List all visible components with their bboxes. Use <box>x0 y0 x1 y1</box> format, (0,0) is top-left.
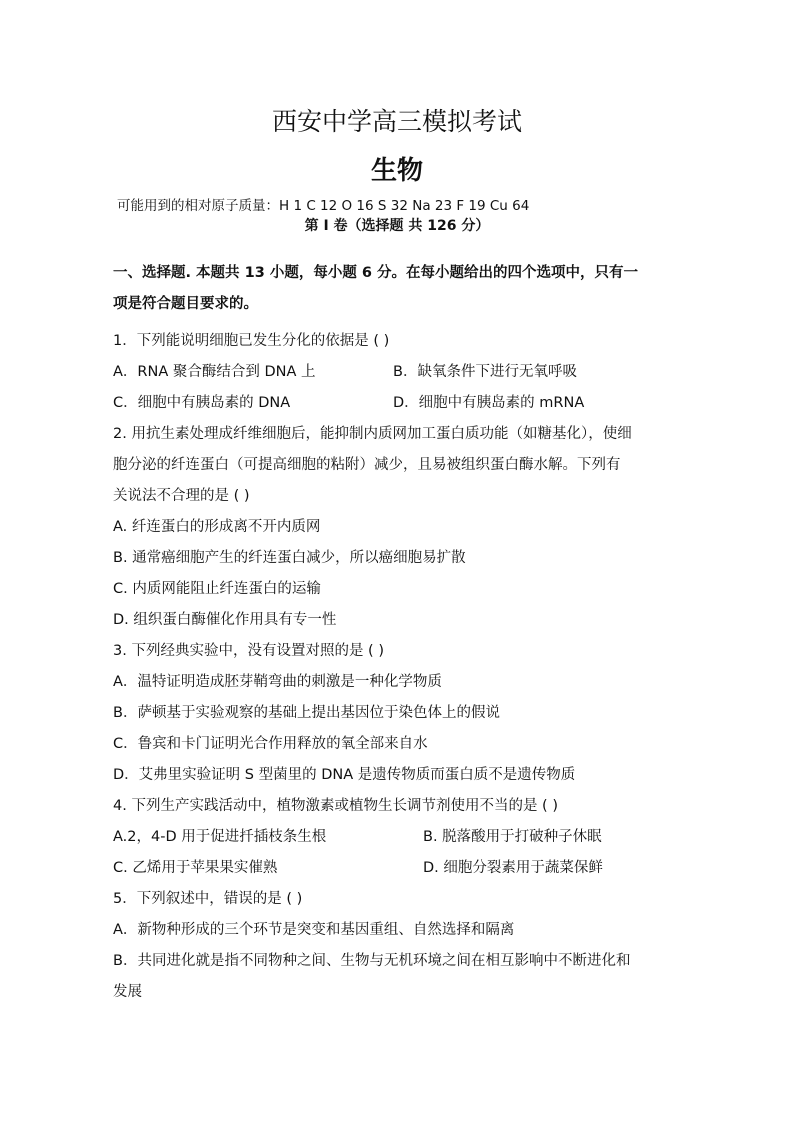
q5-option-a: A．新物种形成的三个环节是突变和基因重组、自然选择和隔离 <box>113 922 515 938</box>
question-list <box>113 258 688 1008</box>
section-instruction-line1: 一、选择题. 本题共 13 小题，每小题 6 分。在每小题给出的四个选项中，只有一 <box>113 265 639 281</box>
section-instruction-line2: 项是符合题目要求的。 <box>113 296 258 312</box>
q2-stem-1: 2. 用抗生素处理成纤维细胞后，能抑制内质网加工蛋白质功能（如糖基化），使细 <box>113 426 632 442</box>
q3-stem: 3. 下列经典实验中，没有设置对照的是 ( ) <box>113 643 384 659</box>
q2-option-b: B. 通常癌细胞产生的纤连蛋白减少，所以癌细胞易扩散 <box>113 550 466 566</box>
q3-option-a: A．温特证明造成胚芽鞘弯曲的刺激是一种化学物质 <box>113 674 442 690</box>
q2-option-a: A. 纤连蛋白的形成离不开内质网 <box>113 519 321 535</box>
q3-option-d: D．艾弗里实验证明 S 型菌里的 DNA 是遗传物质而蛋白质不是遗传物质 <box>113 767 576 783</box>
q2-option-c: C. 内质网能阻止纤连蛋白的运输 <box>113 581 321 597</box>
q4-option-c: C. 乙烯用于苹果果实催熟 <box>113 860 278 876</box>
atomic-masses: 可能用到的相对原子质量：H 1 C 12 O 16 S 32 Na 23 F 19 Cu 64 <box>117 198 530 214</box>
q2-option-d: D. 组织蛋白酶催化作用具有专一性 <box>113 612 337 628</box>
q5-option-b-line1: B．共同进化就是指不同物种之间、生物与无机环境之间在相互影响中不断进化和 <box>113 953 631 969</box>
q4-stem: 4. 下列生产实践活动中，植物激素或植物生长调节剂使用不当的是 ( ) <box>113 798 558 814</box>
q4-option-d: D. 细胞分裂素用于蔬菜保鲜 <box>423 860 603 876</box>
q1-stem: 1．下列能说明细胞已发生分化的依据是 ( ) <box>113 333 390 349</box>
subject-title: 生物 <box>370 156 423 186</box>
volume-title: 第 I 卷（选择题 共 126 分） <box>304 218 490 234</box>
q4-option-a: A.2，4-D 用于促进扦插枝条生根 <box>113 829 327 845</box>
q2-stem-2: 胞分泌的纤连蛋白（可提高细胞的粘附）减少，且易被组织蛋白酶水解。下列有 <box>113 457 621 473</box>
page-title: 西安中学高三模拟考试 <box>271 107 522 136</box>
q1-option-b: B．缺氧条件下进行无氧呼吸 <box>393 364 577 380</box>
q1-option-a: A．RNA 聚合酶结合到 DNA 上 <box>113 364 316 380</box>
q5-option-b-line2: 发展 <box>113 984 142 1000</box>
q5-stem: 5．下列叙述中，错误的是 ( ) <box>113 891 303 907</box>
q1-options-row1 <box>113 357 688 388</box>
q4-options-row1 <box>113 822 688 853</box>
q1-options-row2 <box>113 388 688 419</box>
q2-stem-3: 关说法不合理的是 ( ) <box>113 488 250 504</box>
q3-option-c: C．鲁宾和卡门证明光合作用释放的氧全部来自水 <box>113 736 428 752</box>
q1-option-c: C．细胞中有胰岛素的 DNA <box>113 395 291 411</box>
q1-option-d: D．细胞中有胰岛素的 mRNA <box>393 395 585 411</box>
q3-option-b: B．萨顿基于实验观察的基础上提出基因位于染色体上的假说 <box>113 705 500 721</box>
q4-option-b: B. 脱落酸用于打破种子休眠 <box>423 829 602 845</box>
q4-options-row2 <box>113 853 688 884</box>
